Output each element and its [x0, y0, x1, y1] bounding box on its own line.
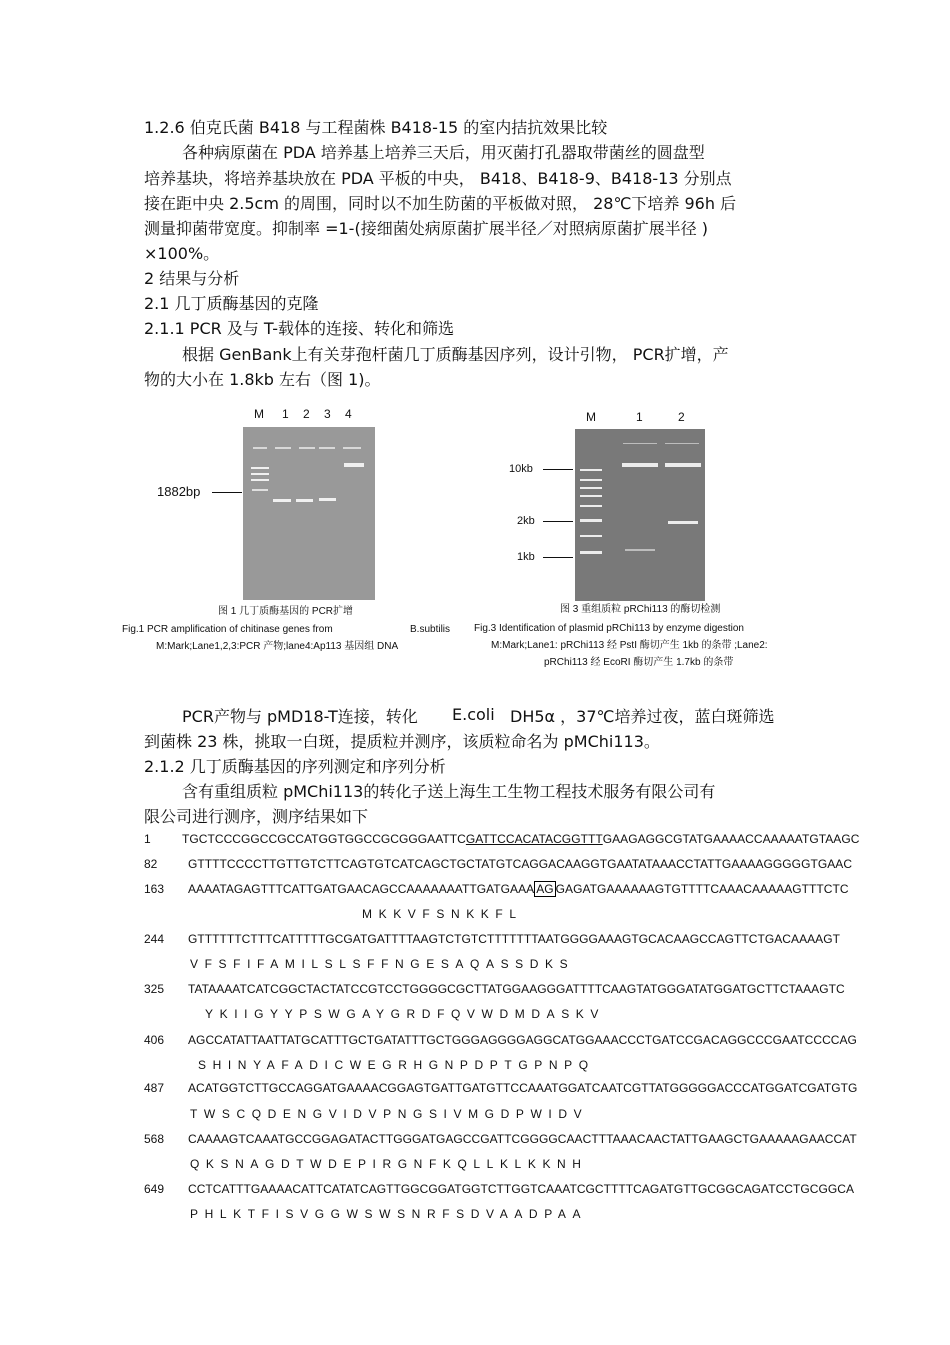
marker-line — [212, 492, 242, 493]
marker-line — [543, 469, 573, 470]
marker-label-10kb: 10kb — [509, 463, 533, 475]
figure-1-caption-legend: M:Mark;Lane1,2,3:PCR 产物;lane4:Ap113 基因组 DNA — [156, 641, 399, 652]
amino-acid-line: VFSFIFAMILSLSFFNGESAQASSDKS — [190, 957, 575, 971]
figure-1-caption-en: Fig.1 PCR amplification of chitinase genes from — [122, 624, 333, 635]
lane-label-3: 3 — [324, 407, 331, 421]
heading-2-1-2: 2.1.2 几丁质酶基因的序列测定和序列分析 — [144, 757, 446, 776]
paragraph-line: 含有重组质粒 pMChi113的转化子送上海生工生物工程技术服务有限公司有 — [182, 782, 716, 801]
marker-label-1882bp: 1882bp — [157, 484, 201, 499]
dna-sequence-line: GTTTTTTCTTTCATTTTTGCGATGATTTTAAGTCTGTCTTTTTTTAATGGGGAAAGTGCACAAGCCAGTTCTGACAAAAGT — [188, 932, 841, 946]
dna-segment: GAGATGAAAAAAGTGTTTTCAAACAAAAAGTTTCTC — [555, 882, 849, 896]
amino-acid-line: SHINYAFADICWEGRHGNPDPTGPNPQ — [198, 1058, 595, 1072]
lane-label-1: 1 — [282, 407, 289, 421]
figure-3-caption-legend-2: pRChi113 经 EcoRI 酶切产生 1.7kb 的条带 — [544, 657, 734, 668]
heading-1-2-6: 1.2.6 伯克氏菌 B418 与工程菌株 B418-15 的室内拮抗效果比较 — [144, 118, 608, 137]
sequence-position: 163 — [144, 882, 165, 896]
paragraph-line: 培养基块，将培养基块放在 PDA 平板的中央， B418、B418-9、B418-13 分别点 — [144, 169, 732, 188]
paragraph-line: 根据 GenBank上有关芽孢杆菌几丁质酶基因序列，设计引物， PCR扩增，产 — [182, 345, 729, 364]
amino-acid-line: YKIIGYYPSWGAYGRDFQVWDMDASKV — [205, 1007, 606, 1021]
sequence-position: 649 — [144, 1182, 165, 1196]
figure-1-caption-cn: 图 1 几丁质酶基因的 PCR扩增 — [218, 606, 354, 617]
primer-underline: GATTCCACATACGGTTT — [465, 832, 603, 846]
gel-image-1 — [243, 427, 375, 600]
heading-2-1: 2.1 几丁质酶基因的克隆 — [144, 294, 319, 313]
marker-line — [543, 521, 573, 522]
heading-2: 2 结果与分析 — [144, 269, 240, 288]
sequence-position: 325 — [144, 982, 165, 996]
dna-sequence-line: TATAAAATCATCGGCTACTATCCGTCCTGGGGCGCTTATGGAAGGGATTTTCAAGTATGGGATATGGATGCTTCTAAAGTC — [188, 982, 845, 996]
dna-sequence-line: CCTCATTTGAAAACATTCATATCAGTTGGCGGATGGTCTTGGTCAAATCGCTTTTCAGATGTTGCGGCAGATCCTGCGGCA — [188, 1182, 855, 1196]
paragraph-line: 到菌株 23 株，挑取一白斑，提质粒并测序，该质粒命名为 pMChi113。 — [144, 732, 660, 751]
paragraph-line: 各种病原菌在 PDA 培养基上培养三天后，用灭菌打孔器取带菌丝的圆盘型 — [182, 143, 705, 162]
lane-label-1: 1 — [636, 410, 643, 424]
paragraph-line: DH5α ，37℃培养过夜，蓝白斑筛选 — [510, 707, 775, 726]
species-name: E.coli — [452, 705, 495, 724]
sequence-position: 406 — [144, 1033, 165, 1047]
dna-sequence-line: AGCCATATTAATTATGCATTTGCTGATATTTGCTGGGAGGGGAGGCATGGAAACCCTGATCCGACAGGCCCGAATCCCCAG — [188, 1033, 857, 1047]
amino-acid-line: QKSNAGDTWDEPIRGNFKQLLKLKKNH — [190, 1157, 588, 1171]
paragraph-line: ×100%。 — [144, 244, 220, 263]
dna-sequence-line: GTTTTCCCCTTGTTGTCTTCAGTGTCATCAGCTGCTATGTCAGGACAAGGTGAATATAAACCTATTGAAAAGGGGGTGAAC — [188, 857, 853, 871]
dna-sequence-line: CAAAAGTCAAATGCCGGAGATACTTGGGATGAGCCGATTCGGGGCAACTTTAAACAACTATTGAAGCTGAAAAAGAACCAT — [188, 1132, 857, 1146]
figure-3-caption-en: Fig.3 Identification of plasmid pRChi113 by enzyme digestion — [474, 623, 744, 634]
figure-3-caption-legend: M:Mark;Lane1: pRChi113 经 PstI 酶切产生 1kb 的条带 ;Lane2: — [491, 640, 768, 651]
paragraph-line: 测量抑菌带宽度。抑制率 =1-(接细菌处病原菌扩展半径／对照病原菌扩展半径 ) — [144, 219, 709, 238]
amino-acid-line: TWSCQDENGVIDVPNGSIVMGDPWIDV — [190, 1107, 589, 1121]
figure-3-caption-cn: 图 3 重组质粒 pRChi113 的酶切检测 — [560, 604, 721, 615]
dna-segment: AAAATAGAGTTTCATTGATGAACAGCCAAAAAAATTGATGAAA — [188, 882, 535, 896]
dna-segment: TGCTCCCGGCCGCCATGGTGGCCGCGGGAATTC — [182, 832, 466, 846]
marker-line — [543, 557, 573, 558]
heading-2-1-1: 2.1.1 PCR 及与 T-载体的连接、转化和筛选 — [144, 319, 454, 338]
dna-sequence-line — [188, 882, 849, 896]
paragraph-line: 物的大小在 1.8kb 左右（图 1)。 — [144, 370, 381, 389]
sequence-position: 568 — [144, 1132, 165, 1146]
sequence-position: 487 — [144, 1081, 165, 1095]
paragraph-line: 限公司进行测序，测序结果如下 — [144, 807, 369, 826]
dna-sequence-line: ACATGGTCTTGCCAGGATGAAAACGGAGTGATTGATGTTCCAAATGGATCAATCGTTATGGGGGACCCATGGATCGATGTG — [188, 1081, 858, 1095]
start-codon-box: AG — [536, 882, 554, 896]
lane-label-4: 4 — [345, 407, 352, 421]
lane-label-2: 2 — [303, 407, 310, 421]
sequence-position: 1 — [144, 832, 151, 846]
paragraph-line: PCR产物与 pMD18-T连接，转化 — [182, 707, 418, 726]
lane-label-m: M — [254, 407, 264, 421]
lane-label-2: 2 — [678, 410, 685, 424]
figure-1-caption-species: B.subtilis — [410, 624, 451, 635]
dna-segment: GAAGAGGCGTATGAAAACCAAAAATGTAAGC — [602, 832, 860, 846]
marker-label-2kb: 2kb — [517, 515, 535, 527]
amino-acid-line: PHLKTFISVGGWSWSNRFSDVAADPAA — [190, 1207, 588, 1221]
marker-label-1kb: 1kb — [517, 551, 535, 563]
lane-label-m: M — [586, 410, 596, 424]
paragraph-line: 接在距中央 2.5cm 的周围，同时以不加生防菌的平板做对照， 28℃下培养 96h 后 — [144, 194, 737, 213]
dna-sequence-line — [182, 832, 859, 846]
gel-image-3 — [575, 429, 705, 601]
amino-acid-line: MKKVFSNKKFL — [362, 907, 523, 921]
sequence-position: 244 — [144, 932, 165, 946]
sequence-position: 82 — [144, 857, 158, 871]
